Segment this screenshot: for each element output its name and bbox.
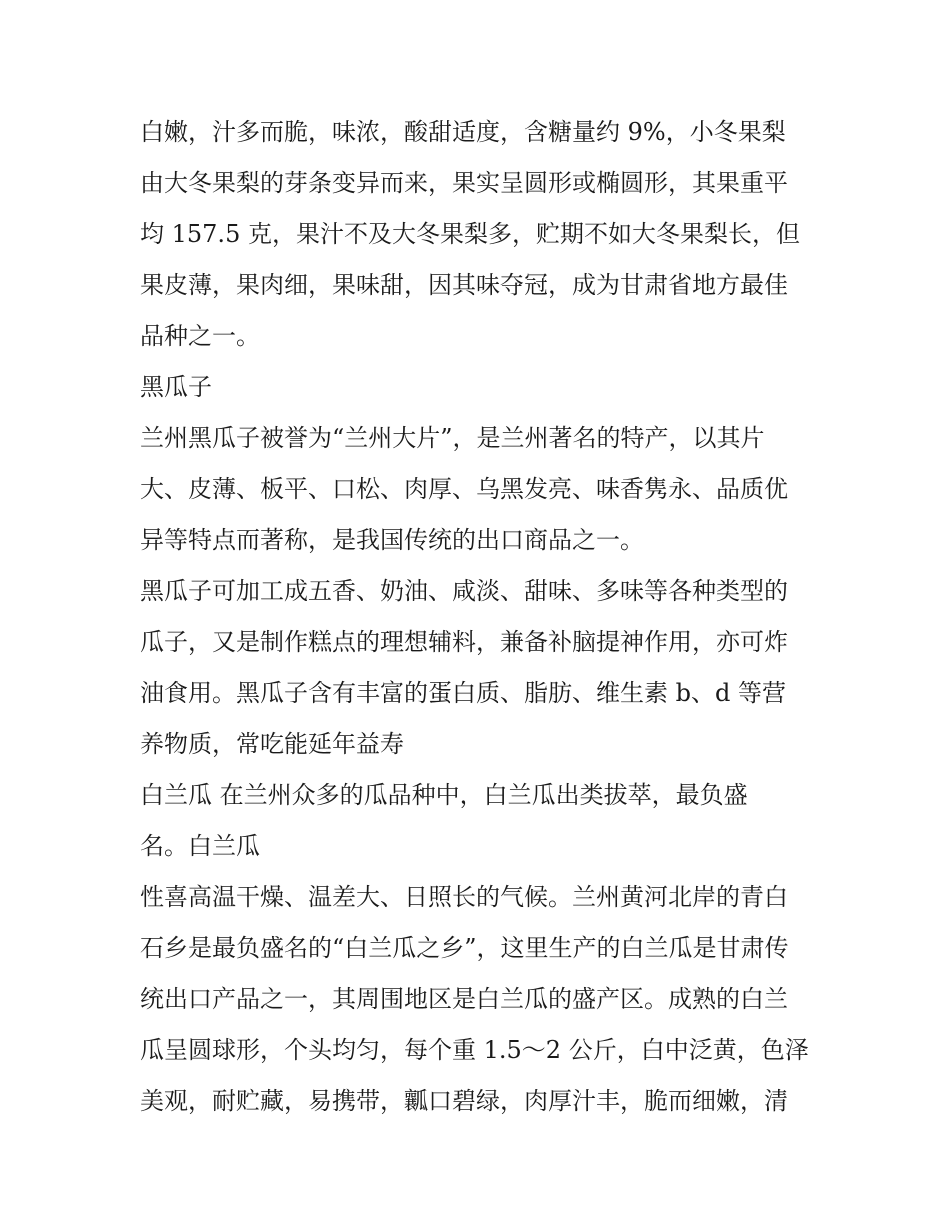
text-line: 大、皮薄、板平、口松、肉厚、乌黑发亮、味香隽永、品质优 bbox=[140, 475, 788, 503]
text-line: 石乡是最负盛名的“白兰瓜之乡”，这里生产的白兰瓜是甘肃传 bbox=[140, 934, 789, 962]
text-line: 异等特点而著称，是我国传统的出口商品之一。 bbox=[140, 526, 644, 554]
text-line: 统出口产品之一，其周围地区是白兰瓜的盛产区。成熟的白兰 bbox=[140, 985, 788, 1013]
text-line: 瓜子，又是制作糕点的理想辅料，兼备补脑提神作用，亦可炸 bbox=[140, 628, 788, 656]
text-line: 名。白兰瓜 bbox=[140, 832, 260, 860]
document-body bbox=[140, 107, 820, 1127]
text-line: 黑瓜子可加工成五香、奶油、咸淡、甜味、多味等各种类型的 bbox=[140, 577, 788, 605]
text-line: 果皮薄，果肉细，果味甜，因其味夺冠，成为甘肃省地方最佳 bbox=[140, 271, 788, 299]
text-line: 美观，耐贮藏，易携带，瓤口碧绿，肉厚汁丰，脆而细嫩，清 bbox=[140, 1087, 788, 1115]
text-line: 品种之一。 bbox=[140, 322, 260, 350]
text-line: 白嫩，汁多而脆，味浓，酸甜适度，含糖量约 9%，小冬果梨 bbox=[140, 118, 786, 146]
text-line: 由大冬果梨的芽条变异而来，果实呈圆形或椭圆形，其果重平 bbox=[140, 169, 788, 197]
text-line: 油食用。黑瓜子含有丰富的蛋白质、脂肪、维生素 b、d 等营 bbox=[140, 679, 786, 707]
section-heading: 黑瓜子 bbox=[140, 373, 212, 401]
text-line: 兰州黑瓜子被誉为“兰州大片”，是兰州著名的特产，以其片 bbox=[140, 424, 765, 452]
text-line: 白兰瓜 在兰州众多的瓜品种中，白兰瓜出类拔萃，最负盛 bbox=[140, 781, 748, 809]
text-line: 均 157.5 克，果汁不及大冬果梨多，贮期不如大冬果梨长，但 bbox=[140, 220, 800, 248]
text-line: 瓜呈圆球形，个头均匀，每个重 1.5～2 公斤，白中泛黄，色泽 bbox=[140, 1036, 809, 1064]
text-line: 性喜高温干燥、温差大、日照长的气候。兰州黄河北岸的青白 bbox=[140, 883, 788, 911]
text-line: 养物质，常吃能延年益寿 bbox=[140, 730, 404, 758]
